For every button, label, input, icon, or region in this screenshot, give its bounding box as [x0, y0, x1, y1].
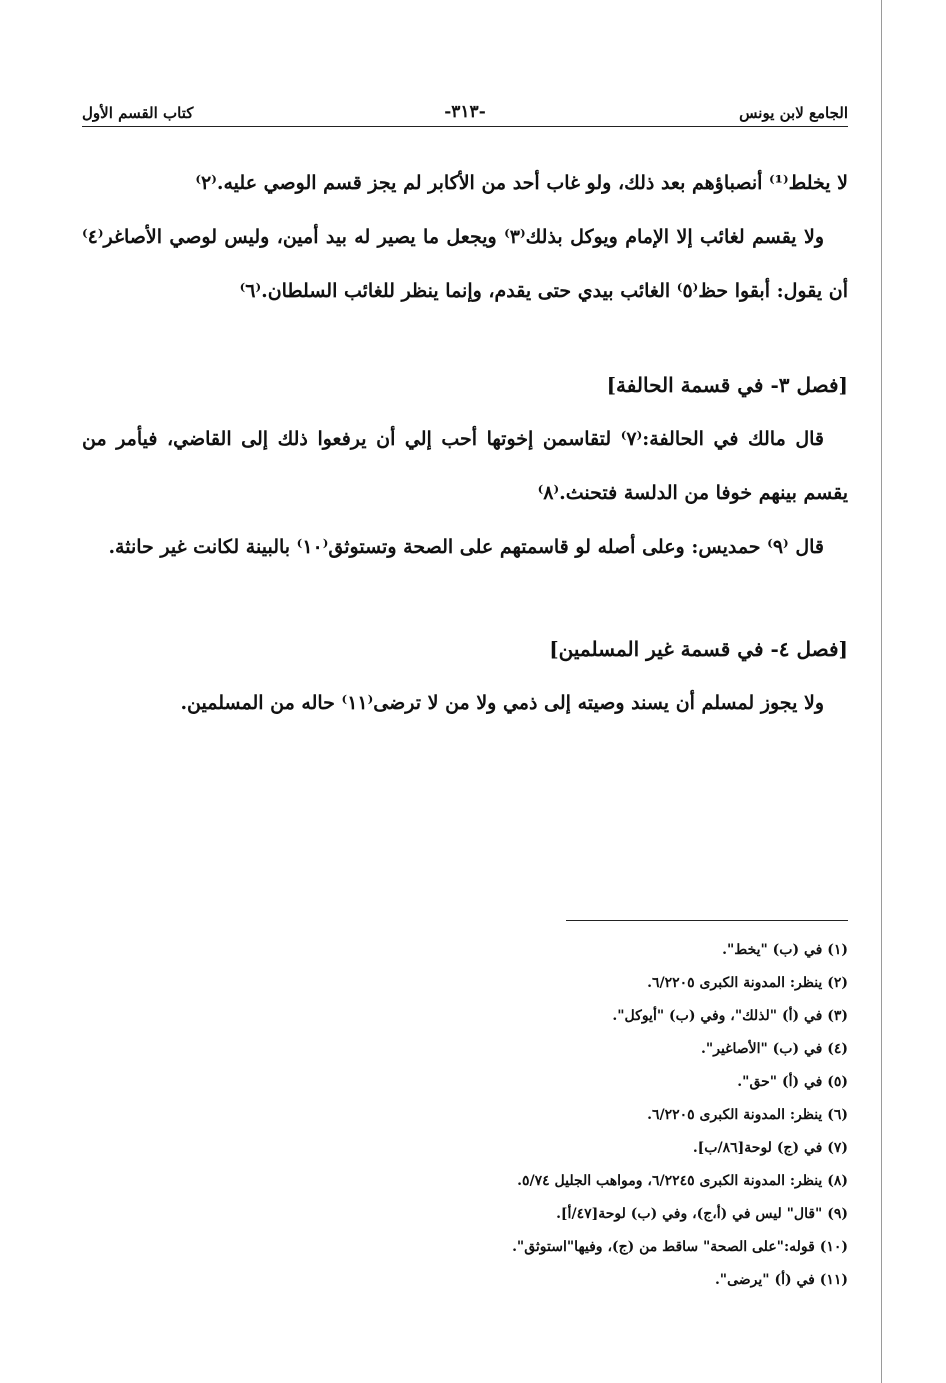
- footnotes-list: [82, 934, 848, 1297]
- footnote: (١١) في (أ) "يرضى".: [714, 1272, 848, 1288]
- paragraph-4: قال ⁽٩⁾ حمديس: وعلى أصله لو قاسمتهم على الصحة وتستوثق⁽١٠⁾ بالبينة لكانت غير حانثة.: [108, 536, 824, 558]
- footnote: (٨) ينظر: المدونة الكبرى ٦/٢٢٤٥، ومواهب الجليل ٥/٧٤.: [517, 1173, 848, 1189]
- header-book-title: الجامع لابن يونس: [739, 104, 848, 122]
- footnote: (٢) ينظر: المدونة الكبرى ٦/٢٢٠٥.: [647, 975, 848, 991]
- section-heading-3: [فصل ٣- في قسمة الحالفة]: [606, 373, 848, 397]
- document-page: [82, 96, 848, 1288]
- section-heading-4: [فصل ٤- في قسمة غير المسلمين]: [549, 637, 848, 661]
- footnote: (٥) في (أ) "حق".: [737, 1074, 848, 1090]
- footnote: (٧) في (ج) لوحة[٨٦/ب].: [692, 1140, 848, 1156]
- footnote-separator: [566, 920, 848, 921]
- footnote: (٣) في (أ) "لذلك"، وفي (ب) "أيوكل".: [612, 1008, 848, 1024]
- header-section-title: كتاب القسم الأول: [82, 104, 194, 122]
- footnote: (١) في (ب) "يخط".: [722, 942, 848, 958]
- running-header: [82, 96, 848, 127]
- footnote: (٩) "قال" ليس في (أ،ج)، وفي (ب) لوحة[٤٧/أ].: [556, 1206, 848, 1222]
- page-number: -٣١٣-: [444, 102, 486, 122]
- paragraph-3: قال مالك في الحالفة:⁽٧⁾ لتقاسمن إخوتها أحب إلي أن يرفعوا ذلك إلى القاضي، فيأمر من يقسم بينهم خوفا من الدلسة فتحنث.⁽٨⁾: [82, 428, 848, 504]
- page-edge-line: [881, 0, 882, 1383]
- paragraph-5: ولا يجوز لمسلم أن يسند وصيته إلى ذمي ولا من لا ترضى⁽١١⁾ حاله من المسلمين.: [180, 692, 824, 714]
- footnote: (٤) في (ب) "الأصاغير".: [701, 1041, 848, 1057]
- paragraph-2: ولا يقسم لغائب إلا الإمام ويوكل بذلك⁽٣⁾ ويجعل ما يصير له بيد أمين، وليس لوصي الأصاغر⁽٤⁾ أن يقول: أبقوا حظ⁽٥⁾ الغائب بيدي حتى يقدم، وإنما ينظر للغائب السلطان.⁽٦⁾: [82, 226, 848, 302]
- paragraph-1: لا يخلط⁽¹⁾ أنصباؤهم بعد ذلك، ولو غاب أحد من الأكابر لم يجز قسم الوصي عليه.⁽٢⁾: [195, 172, 848, 194]
- main-text: [82, 156, 848, 730]
- footnote: (٦) ينظر: المدونة الكبرى ٦/٢٢٠٥.: [647, 1107, 848, 1123]
- footnote: (١٠) قوله:"على الصحة" ساقط من (ج)، وفيها"استوثق".: [512, 1239, 848, 1255]
